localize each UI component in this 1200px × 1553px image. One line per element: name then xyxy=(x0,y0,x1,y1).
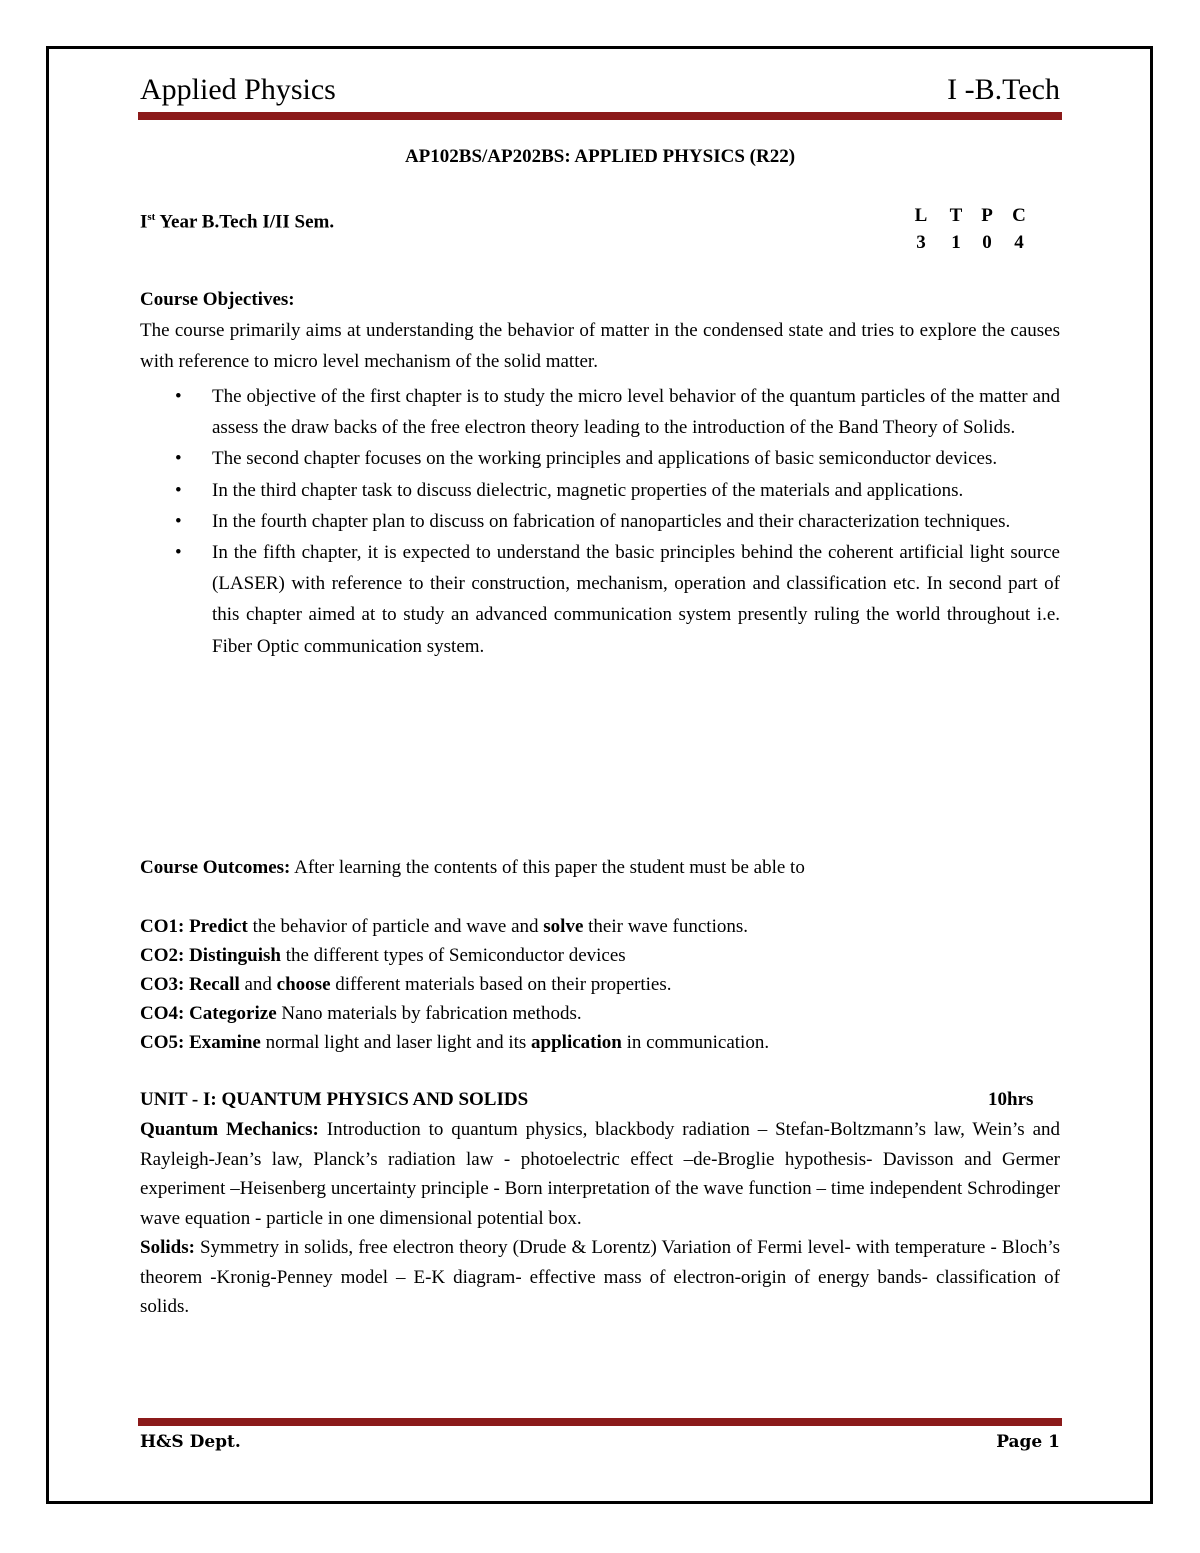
solids-text: Symmetry in solids, free electron theory (Drude & Lorentz) Variation of Fermi level- with temperature - Bloch’s theorem -Kronig-Penney model – E-K diagram- effective mass of electron-origin of energy bands- classification of solids. xyxy=(140,1237,1060,1317)
header-course: I -B.Tech xyxy=(947,73,1060,106)
co3-text2: different materials based on their properties. xyxy=(330,974,672,995)
ltpc-value-t: 1 xyxy=(951,232,961,253)
bullet-icon: • xyxy=(175,386,182,407)
outcomes-heading: Course Outcomes: xyxy=(140,857,291,878)
year-semester xyxy=(140,205,334,234)
co5-verb2: application xyxy=(531,1032,622,1053)
co5-verb: Examine xyxy=(189,1032,261,1053)
unit1-title: UNIT - I: QUANTUM PHYSICS AND SOLIDS xyxy=(140,1089,529,1110)
co1-verb: Predict xyxy=(189,916,248,937)
co3-text: and xyxy=(239,974,277,995)
co4-label: CO4: xyxy=(140,1003,185,1024)
co2-line xyxy=(140,941,1060,970)
objectives-intro: The course primarily aims at understanding the behavior of matter in the condensed state and tries to explore the causes with reference to micro level mechanism of the solid matter. xyxy=(140,320,1060,372)
objectives-section xyxy=(140,284,1060,662)
qm-label: Quantum Mechanics: xyxy=(140,1119,319,1140)
objective-item xyxy=(140,381,1060,443)
ltpc-value-l: 3 xyxy=(916,232,926,253)
bullet-icon: • xyxy=(175,448,182,470)
course-title: AP102BS/AP202BS: APPLIED PHYSICS (R22) xyxy=(404,146,796,167)
ltpc-value-p: 0 xyxy=(982,232,992,253)
objective-text: In the fifth chapter, it is expected to understand the basic principles behind the coherent artificial light source (LASER) with reference to their construction, mechanism, operation and classification etc. In second part of this chapter aimed at to study an advanced communication system presently ruling the world throughout i.e. Fiber Optic communication system. xyxy=(212,542,1060,657)
year-sup: st xyxy=(147,211,156,223)
objective-item xyxy=(140,443,1060,474)
co3-verb: Recall xyxy=(189,974,240,995)
objectives-list xyxy=(140,381,1060,662)
co2-text: the different types of Semiconductor devices xyxy=(280,945,626,966)
co4-text: Nano materials by fabrication methods. xyxy=(276,1003,582,1024)
co2-label: CO2: xyxy=(140,945,185,966)
outcomes-intro-text: After learning the contents of this paper the student must be able to xyxy=(290,857,805,878)
footer-page-number: Page 1 xyxy=(996,1432,1060,1452)
objective-item xyxy=(140,506,1060,537)
ltpc-value-c: 4 xyxy=(1014,232,1024,253)
year-rest: Year B.Tech I/II Sem. xyxy=(155,211,335,233)
objective-text: In the fourth chapter plan to discuss on fabrication of nanoparticles and their characterization techniques. xyxy=(212,510,1011,532)
footer-rule xyxy=(138,1418,1062,1426)
co1-line xyxy=(140,912,1060,941)
co5-text2: in communication. xyxy=(621,1032,770,1053)
objectives-heading: Course Objectives: xyxy=(140,289,295,310)
objective-text: In the third chapter task to discuss dielectric, magnetic properties of the materials and applications. xyxy=(212,479,964,501)
co3-label: CO3: xyxy=(140,974,185,995)
co1-text2: their wave functions. xyxy=(583,916,748,937)
bullet-icon: • xyxy=(175,479,182,501)
co5-text: normal light and laser light and its xyxy=(260,1032,532,1053)
objective-item xyxy=(140,475,1060,506)
objective-item xyxy=(140,537,1060,662)
solids-para xyxy=(140,1233,1060,1322)
co1-label: CO1: xyxy=(140,916,185,937)
year-prefix: I xyxy=(140,211,148,233)
co1-text: the behavior of particle and wave and xyxy=(247,916,544,937)
unit1-hours: 10hrs xyxy=(988,1089,1034,1110)
co5-label: CO5: xyxy=(140,1032,185,1053)
footer-dept: H&S Dept. xyxy=(140,1432,241,1452)
co3-verb2: choose xyxy=(276,974,331,995)
ltpc-label-c: C xyxy=(1012,205,1026,226)
solids-label: Solids: xyxy=(140,1237,195,1258)
header-subject: Applied Physics xyxy=(140,73,336,106)
bullet-icon: • xyxy=(175,510,182,532)
outcomes-list xyxy=(140,912,1060,1057)
co4-verb: Categorize xyxy=(189,1003,277,1024)
co5-line xyxy=(140,1028,1060,1057)
header-rule xyxy=(138,112,1062,120)
ltpc-label-l: L xyxy=(914,205,928,226)
quantum-mechanics-para xyxy=(140,1115,1060,1233)
unit1-body xyxy=(140,1115,1060,1322)
ltpc-label-t: T xyxy=(949,205,963,226)
bullet-icon: • xyxy=(175,542,182,564)
outcomes-intro xyxy=(140,852,1060,883)
qm-text: Introduction to quantum physics, blackbody radiation – Stefan-Boltzmann’s law, Wein’s and Rayleigh-Jean’s law, Planck’s radiation law - photoelectric effect –de-Broglie hypothesis- Davisson and Germer experiment –Heisenberg uncertainty principle - Born interpretation of the wave function – time independent Schrodinger wave equation - particle in one dimensional potential box. xyxy=(140,1119,1060,1229)
co3-line xyxy=(140,970,1060,999)
co1-verb2: solve xyxy=(543,916,584,937)
objective-text: The objective of the first chapter is to study the micro level behavior of the quantum particles of the matter and assess the draw backs of the free electron theory leading to the introduction of the Band Theory of Solids. xyxy=(212,386,1060,439)
ltpc-label-p: P xyxy=(981,205,993,226)
co2-verb: Distinguish xyxy=(189,945,281,966)
objective-text: The second chapter focuses on the working principles and applications of basic semiconductor devices. xyxy=(212,448,998,470)
co4-line xyxy=(140,999,1060,1028)
